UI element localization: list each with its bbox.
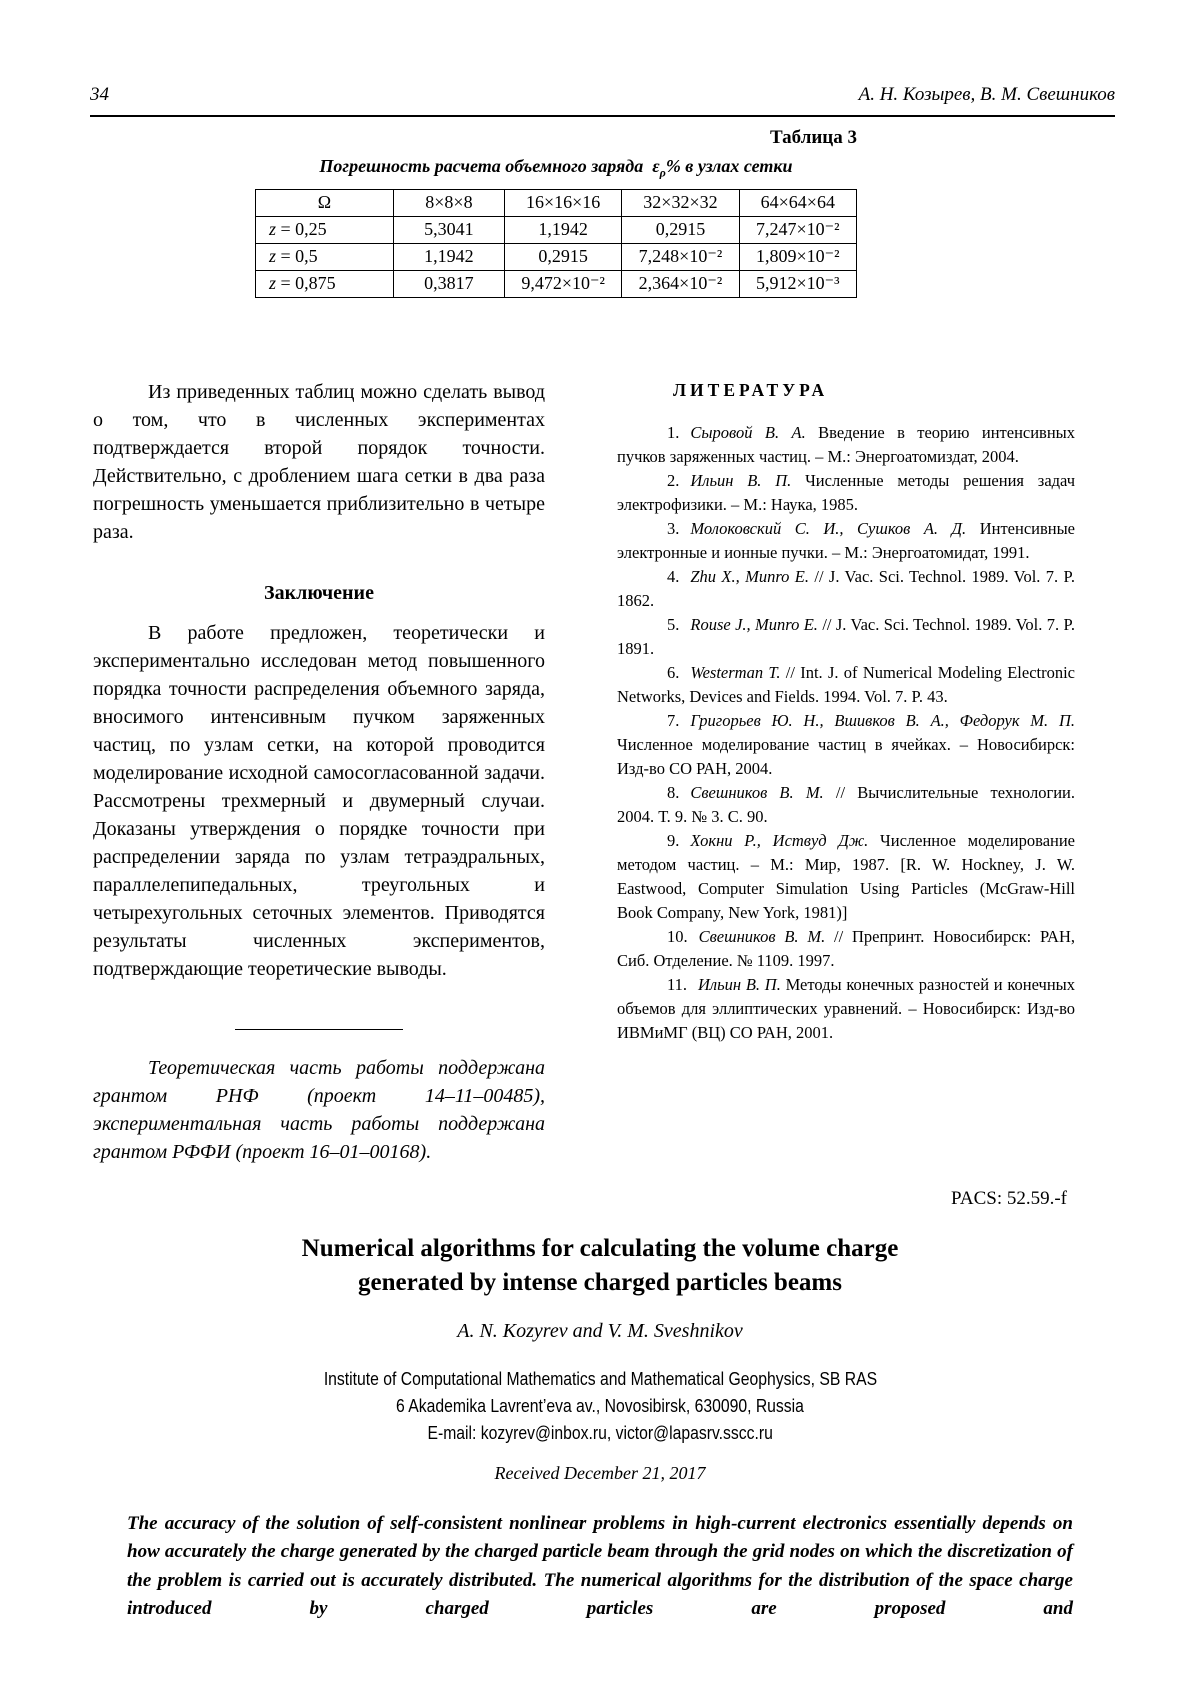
references-heading: ЛИТЕРАТУРА xyxy=(673,379,829,400)
reference-item xyxy=(617,781,1075,829)
article-title-en xyxy=(110,1232,1090,1300)
reference-authors: Хокни Р., Иствуд Дж. xyxy=(690,830,869,850)
left-column xyxy=(93,378,545,1166)
funding-note: Теоретическая часть работы поддержана грантом РНФ (проект 14–11–00485), экспериментальная часть работы поддержана грантом РФФИ (проект 16–01–00168). xyxy=(93,1056,545,1163)
article-authors-en: A. N. Kozyrev and V. M. Sveshnikov xyxy=(457,1319,743,1342)
reference-text: Интенсивные электронные и ионные пучки. – М.: Энергоатомидат, 1991. xyxy=(617,518,1075,562)
reference-number: 7. xyxy=(667,710,680,730)
table-cell: 9,472×10⁻² xyxy=(504,270,621,297)
conclusion-paragraph: В работе предложен, теоретически и экспериментально исследован метод повышенного порядка точности распределения объемного заряда, вносимого интенсивным пучком заряженных частиц, по узлам сетки, на которой проводится моделирование исходной самосогласованной задачи. Рассмотрены трехмерный и двумерный случаи. Доказаны утверждения о порядке точности при распределении заряда по узлам тетраэдральных, параллелепипедальных, треугольных и четырехугольных сеточных элементов. Приводятся результаты численных экспериментов, подтверждающие теоретические выводы. xyxy=(93,621,545,980)
reference-number: 1. xyxy=(667,422,680,442)
z-value: = 0,875 xyxy=(276,273,336,294)
table-row xyxy=(256,243,857,270)
abstract-en: The accuracy of the solution of self-consistent nonlinear problems in high-current electronics essentially depends on how accurately the charge generated by the charged particle beam through the grid nodes on which the discretization of the problem is carried out is accurately distributed. The numerical algorithms for the distribution of the space charge introduced by charged particles are proposed and xyxy=(127,1512,1073,1620)
reference-text: Численные методы решения задач электрофизики. – М.: Наука, 1985. xyxy=(617,470,1075,514)
reference-item xyxy=(617,565,1075,613)
table-cell: 7,248×10⁻² xyxy=(622,243,739,270)
reference-authors: Григорьев Ю. Н., Вшивков В. А., Федорук М. П. xyxy=(690,710,1075,730)
table-cell: 5,3041 xyxy=(393,216,504,243)
col-header-64: 64×64×64 xyxy=(739,189,856,216)
table-caption-tail: % в узлах сетки xyxy=(665,156,793,176)
reference-text: Численное моделирование частиц в ячейках. – Новосибирск: Изд-во СО РАН, 2004. xyxy=(617,734,1075,778)
reference-item xyxy=(617,613,1075,661)
row-label xyxy=(256,243,394,270)
reference-item xyxy=(617,469,1075,517)
col-header-16: 16×16×16 xyxy=(504,189,621,216)
table-cell: 1,809×10⁻² xyxy=(739,243,856,270)
table-number-label: Таблица 3 xyxy=(769,127,857,148)
z-value: = 0,5 xyxy=(276,246,318,267)
reference-authors: Zhu X., Munro E. xyxy=(690,566,810,586)
reference-number: 2. xyxy=(667,470,680,490)
table-caption xyxy=(255,156,857,181)
rho-subscript: ρ xyxy=(659,165,666,180)
col-header-8: 8×8×8 xyxy=(393,189,504,216)
reference-number: 6. xyxy=(667,662,680,682)
reference-number: 4. xyxy=(667,566,680,586)
affiliation-email xyxy=(0,1419,1200,1446)
reference-authors: Ильин В. П. xyxy=(690,470,792,490)
reference-authors: Rouse J., Munro E. xyxy=(690,614,818,634)
table-cell: 0,2915 xyxy=(622,216,739,243)
reference-text: Методы конечных разностей и конечных объемов для эллиптических уравнений. – Новосибирск: Изд-во ИВМиМГ (ВЦ) СО РАН, 2001. xyxy=(617,974,1075,1042)
reference-number: 3. xyxy=(667,518,680,538)
page-number: 34 xyxy=(90,84,109,105)
reference-authors: Westerman T. xyxy=(690,662,781,682)
reference-number: 9. xyxy=(667,830,680,850)
reference-text: // J. Vac. Sci. Technol. 1989. Vol. 7. P. 1891. xyxy=(617,614,1075,658)
received-date: Received December 21, 2017 xyxy=(494,1462,706,1483)
reference-text: // Вычислительные технологии. 2004. Т. 9. № 3. С. 90. xyxy=(617,782,1075,826)
conclusion-intro-paragraph: Из приведенных таблиц можно сделать вывод о том, что в численных экспериментах подтверждается второй порядок точности. Действительно, с дроблением шага сетки в два раза погрешность уменьшается приблизительно в четыре раза. xyxy=(93,380,545,543)
table-cell: 0,3817 xyxy=(393,270,504,297)
reference-number: 11. xyxy=(667,974,688,994)
funding-divider-rule xyxy=(235,1029,403,1030)
error-table xyxy=(255,189,857,298)
row-label xyxy=(256,270,394,297)
reference-item xyxy=(617,661,1075,709)
table-cell: 5,912×10⁻³ xyxy=(739,270,856,297)
affiliation-block xyxy=(0,1365,1200,1446)
table-row xyxy=(256,270,857,297)
reference-item xyxy=(617,709,1075,781)
running-head-authors: А. Н. Козырев, В. М. Свешников xyxy=(858,84,1115,105)
pacs-code: PACS: 52.59.-f xyxy=(951,1187,1067,1209)
reference-authors: Сыровой В. А. xyxy=(690,422,806,442)
reference-item xyxy=(617,421,1075,469)
reference-text: // Int. J. of Numerical Modeling Electronic Networks, Devices and Fields. 1994. Vol. 7. P. 43. xyxy=(617,662,1076,706)
affiliation-institute xyxy=(0,1365,1200,1392)
reference-text: Введение в теорию интенсивных пучков заряженных частиц. – М.: Энергоатомиздат, 2004. xyxy=(617,422,1076,466)
reference-number: 5. xyxy=(667,614,680,634)
epsilon-symbol: ε xyxy=(652,156,660,176)
reference-item xyxy=(617,517,1075,565)
reference-item xyxy=(617,973,1075,1045)
reference-item xyxy=(617,925,1075,973)
affiliation-address-text: 6 Akademika Lavrent’eva av., Novosibirsk, 630090, Russia xyxy=(396,1394,804,1416)
table-cell: 1,1942 xyxy=(393,243,504,270)
z-value: = 0,25 xyxy=(276,219,327,240)
affiliation-email-text: E-mail: kozyrev@inbox.ru, victor@lapasrv.sscc.ru xyxy=(427,1421,773,1443)
affiliation-institute-text: Institute of Computational Mathematics and Mathematical Geophysics, SB RAS xyxy=(323,1367,877,1389)
article-title-line-1: Numerical algorithms for calculating the volume charge xyxy=(301,1234,899,1262)
table-cell: 0,2915 xyxy=(504,243,621,270)
reference-text: // J. Vac. Sci. Technol. 1989. Vol. 7. P. 1862. xyxy=(617,566,1076,610)
table-row xyxy=(256,216,857,243)
reference-text: // Препринт. Новосибирск: РАН, Сиб. Отделение. № 1109. 1997. xyxy=(617,926,1076,970)
table-caption-text: Погрешность расчета объемного заряда xyxy=(319,156,644,176)
table-cell: 7,247×10⁻² xyxy=(739,216,856,243)
table-header-row xyxy=(256,189,857,216)
z-variable: z xyxy=(269,273,277,294)
reference-number: 8. xyxy=(667,782,680,802)
z-variable: z xyxy=(269,219,277,240)
reference-item xyxy=(617,829,1075,925)
col-header-32: 32×32×32 xyxy=(622,189,739,216)
reference-authors: Свешников В. М. xyxy=(698,926,826,946)
affiliation-address xyxy=(0,1392,1200,1419)
reference-text: Численное моделирование методом частиц. – М.: Мир, 1987. [R. W. Hockney, J. W. Eastwood, Computer Simulation Using Particles (McGraw-Hill Book Company, New York, 1981)] xyxy=(617,830,1076,922)
table-cell: 1,1942 xyxy=(504,216,621,243)
conclusion-heading: Заключение xyxy=(264,581,374,604)
z-variable: z xyxy=(269,246,277,267)
reference-authors: Молоковский С. И., Сушков А. Д. xyxy=(690,518,967,538)
reference-authors: Свешников В. М. xyxy=(690,782,824,802)
reference-authors: Ильин В. П. xyxy=(698,974,781,994)
running-header xyxy=(90,84,1115,117)
table-block xyxy=(255,127,857,298)
right-column xyxy=(617,378,1075,1166)
col-header-omega: Ω xyxy=(256,189,394,216)
row-label xyxy=(256,216,394,243)
table-cell: 2,364×10⁻² xyxy=(622,270,739,297)
two-column-body xyxy=(93,378,1115,1166)
article-title-line-2: generated by intense charged particles beams xyxy=(358,1268,842,1296)
reference-number: 10. xyxy=(667,926,688,946)
